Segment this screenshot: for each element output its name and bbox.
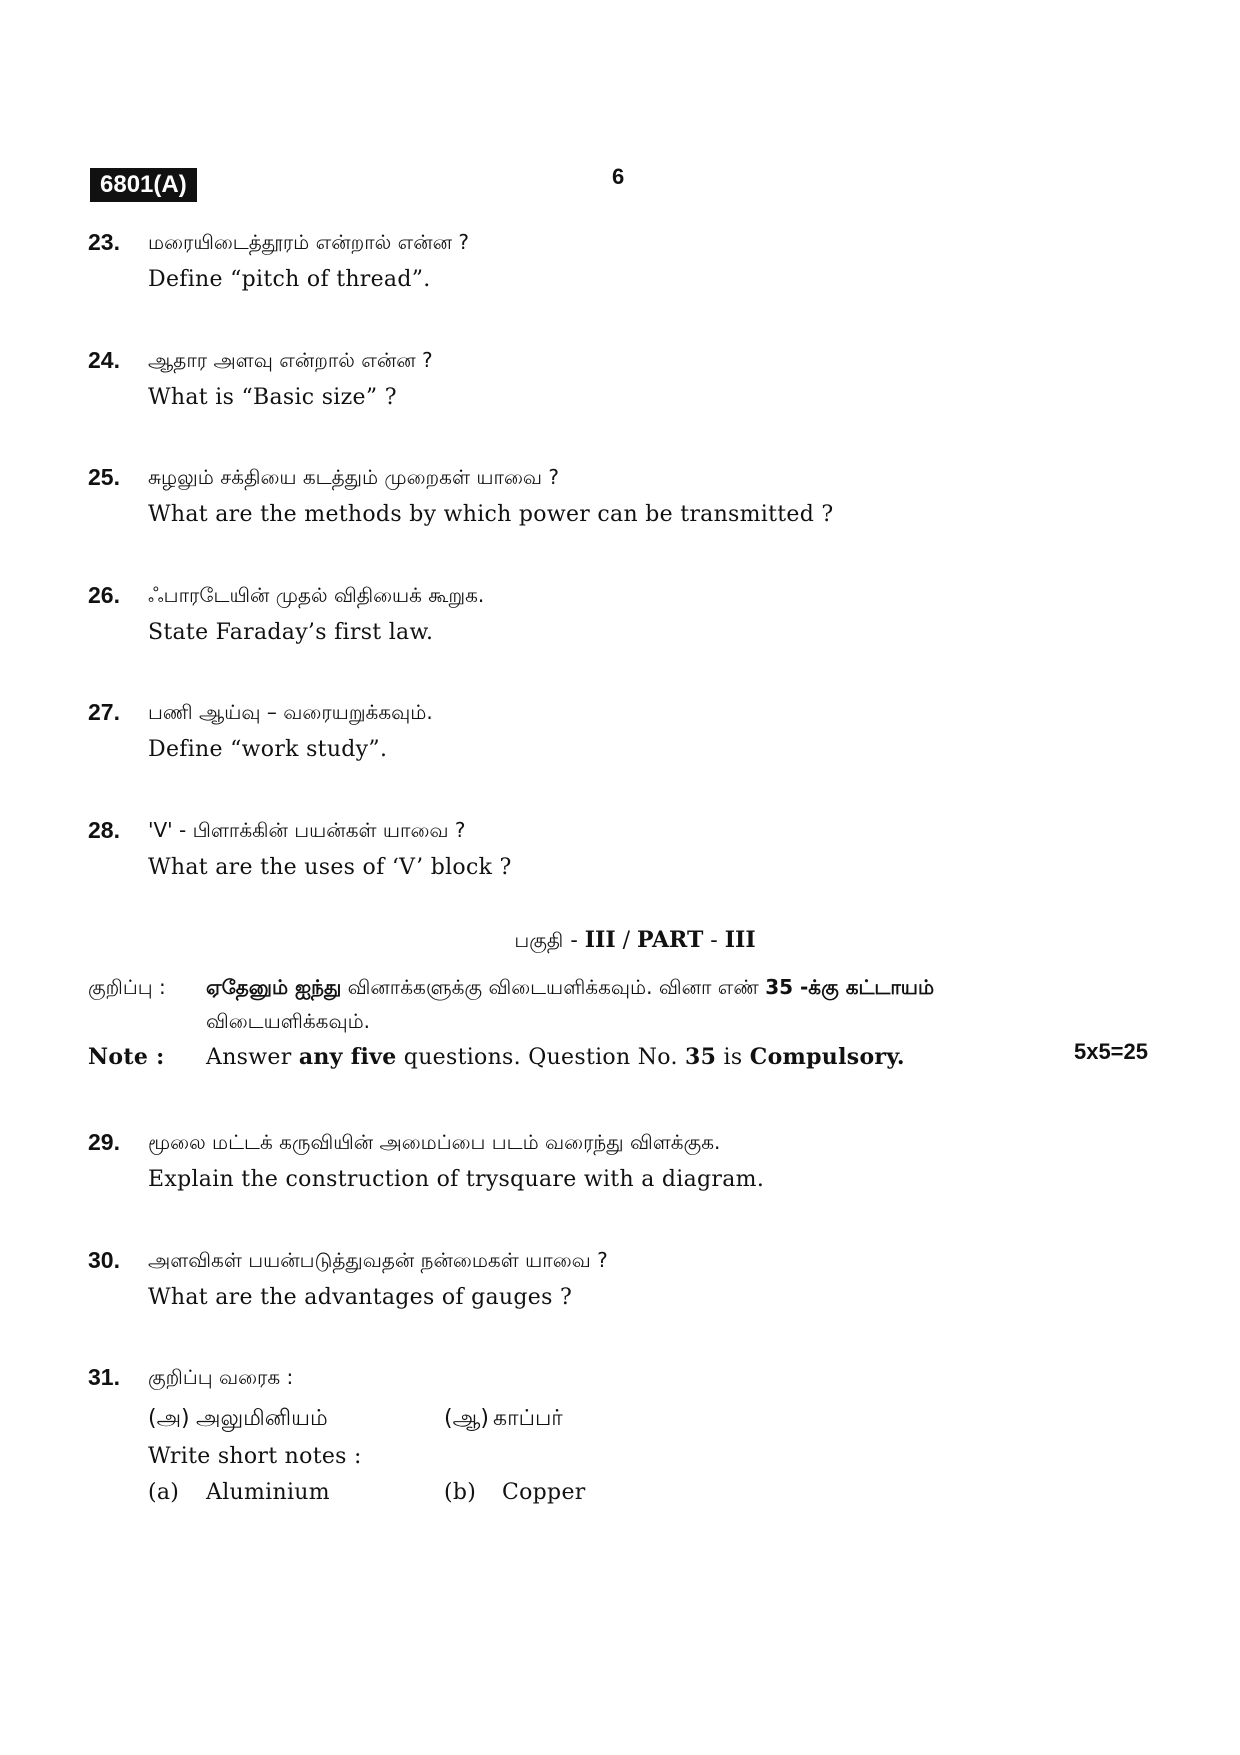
question-number: 28. [88, 817, 120, 843]
question-text-tamil: மரையிடைத்தூரம் என்றால் என்ன ? [148, 230, 469, 254]
option-a-tamil: அலுமினியம் [196, 1406, 328, 1431]
option-a-label-tamil: (அ) [148, 1406, 190, 1431]
question-number: 23. [88, 229, 120, 255]
question-number: 31. [88, 1364, 120, 1390]
section-title-slash: / [615, 928, 638, 953]
question-text-tamil: மூலை மட்டக் கருவியின் அமைப்பை படம் வரைந்து விளக்குக. [148, 1130, 721, 1154]
note-label-english: Note : [88, 1044, 165, 1070]
page-number: 6 [612, 164, 625, 189]
question-text-english: Define “work study”. [148, 737, 388, 762]
note-emphasis: Compulsory. [749, 1044, 905, 1070]
section-roman-numeral: III [584, 927, 616, 953]
question-number: 24. [88, 347, 120, 373]
option-b-label-tamil: (ஆ) [444, 1406, 489, 1431]
question-text-english: What are the methods by which power can be transmitted ? [148, 502, 834, 527]
note-text-tamil [206, 975, 934, 1002]
question-number: 30. [88, 1247, 120, 1273]
section-title-separator: - [703, 928, 725, 953]
note-emphasis: 35 [685, 1044, 717, 1070]
question-text-english: Define “pitch of thread”. [148, 267, 431, 292]
note-text: Answer [206, 1045, 299, 1070]
question-text-tamil: 'V' - பிளாக்கின் பயன்கள் யாவை ? [148, 818, 466, 842]
note-emphasis: any five [298, 1044, 397, 1070]
question-text-english: State Faraday’s first law. [148, 620, 434, 645]
note-text: வினாக்களுக்கு விடையளிக்கவும். வினா எண் [341, 975, 766, 999]
question-text-tamil: ஆதார அளவு என்றால் என்ன ? [148, 348, 433, 372]
note-text-english [206, 1044, 905, 1070]
option-b-label-english: (b) [444, 1480, 477, 1505]
question-text-english: What are the uses of ‘V’ block ? [148, 855, 512, 880]
question-text-tamil: ஃபாரடேயின் முதல் விதியைக் கூறுக. [148, 583, 485, 607]
question-text-english: Explain the construction of trysquare with a diagram. [148, 1167, 765, 1192]
note-emphasis: ஏதேனும் ஐந்து [206, 975, 342, 999]
question-number: 27. [88, 699, 120, 725]
note-text-tamil-line2: விடையளிக்கவும். [206, 1009, 371, 1033]
question-text-tamil: சுழலும் சக்தியை கடத்தும் முறைகள் யாவை ? [148, 465, 559, 489]
note-emphasis: 35 -க்கு கட்டாயம் [765, 975, 935, 999]
question-text-english: What are the advantages of gauges ? [148, 1285, 573, 1310]
note-text: is [716, 1045, 750, 1070]
note-label-tamil: குறிப்பு : [88, 975, 166, 999]
paper-code: 6801(A) [90, 168, 197, 202]
section-title [0, 925, 1240, 956]
question-text-english: What is “Basic size” ? [148, 385, 397, 410]
question-number: 25. [88, 464, 120, 490]
section-roman-numeral: III [724, 927, 756, 953]
question-number: 29. [88, 1129, 120, 1155]
note-text: questions. Question No. [396, 1045, 686, 1070]
option-a-label-english: (a) [148, 1480, 180, 1505]
option-a-english: Aluminium [206, 1480, 330, 1505]
question-number: 26. [88, 582, 120, 608]
section-title-english: PART [637, 927, 704, 953]
option-b-tamil: காப்பர் [493, 1406, 563, 1431]
question-text-tamil: அளவிகள் பயன்படுத்துவதன் நன்மைகள் யாவை ? [148, 1248, 608, 1272]
marks-allocation: 5x5=25 [1073, 1039, 1148, 1064]
section-title-separator: - [563, 928, 585, 953]
option-b-english: Copper [502, 1480, 586, 1505]
question-text-tamil: பணி ஆய்வு – வரையறுக்கவும். [148, 700, 433, 724]
question-text-english: Write short notes : [148, 1444, 362, 1469]
question-text-tamil: குறிப்பு வரைக : [148, 1365, 294, 1389]
section-title-tamil: பகுதி [514, 928, 564, 952]
